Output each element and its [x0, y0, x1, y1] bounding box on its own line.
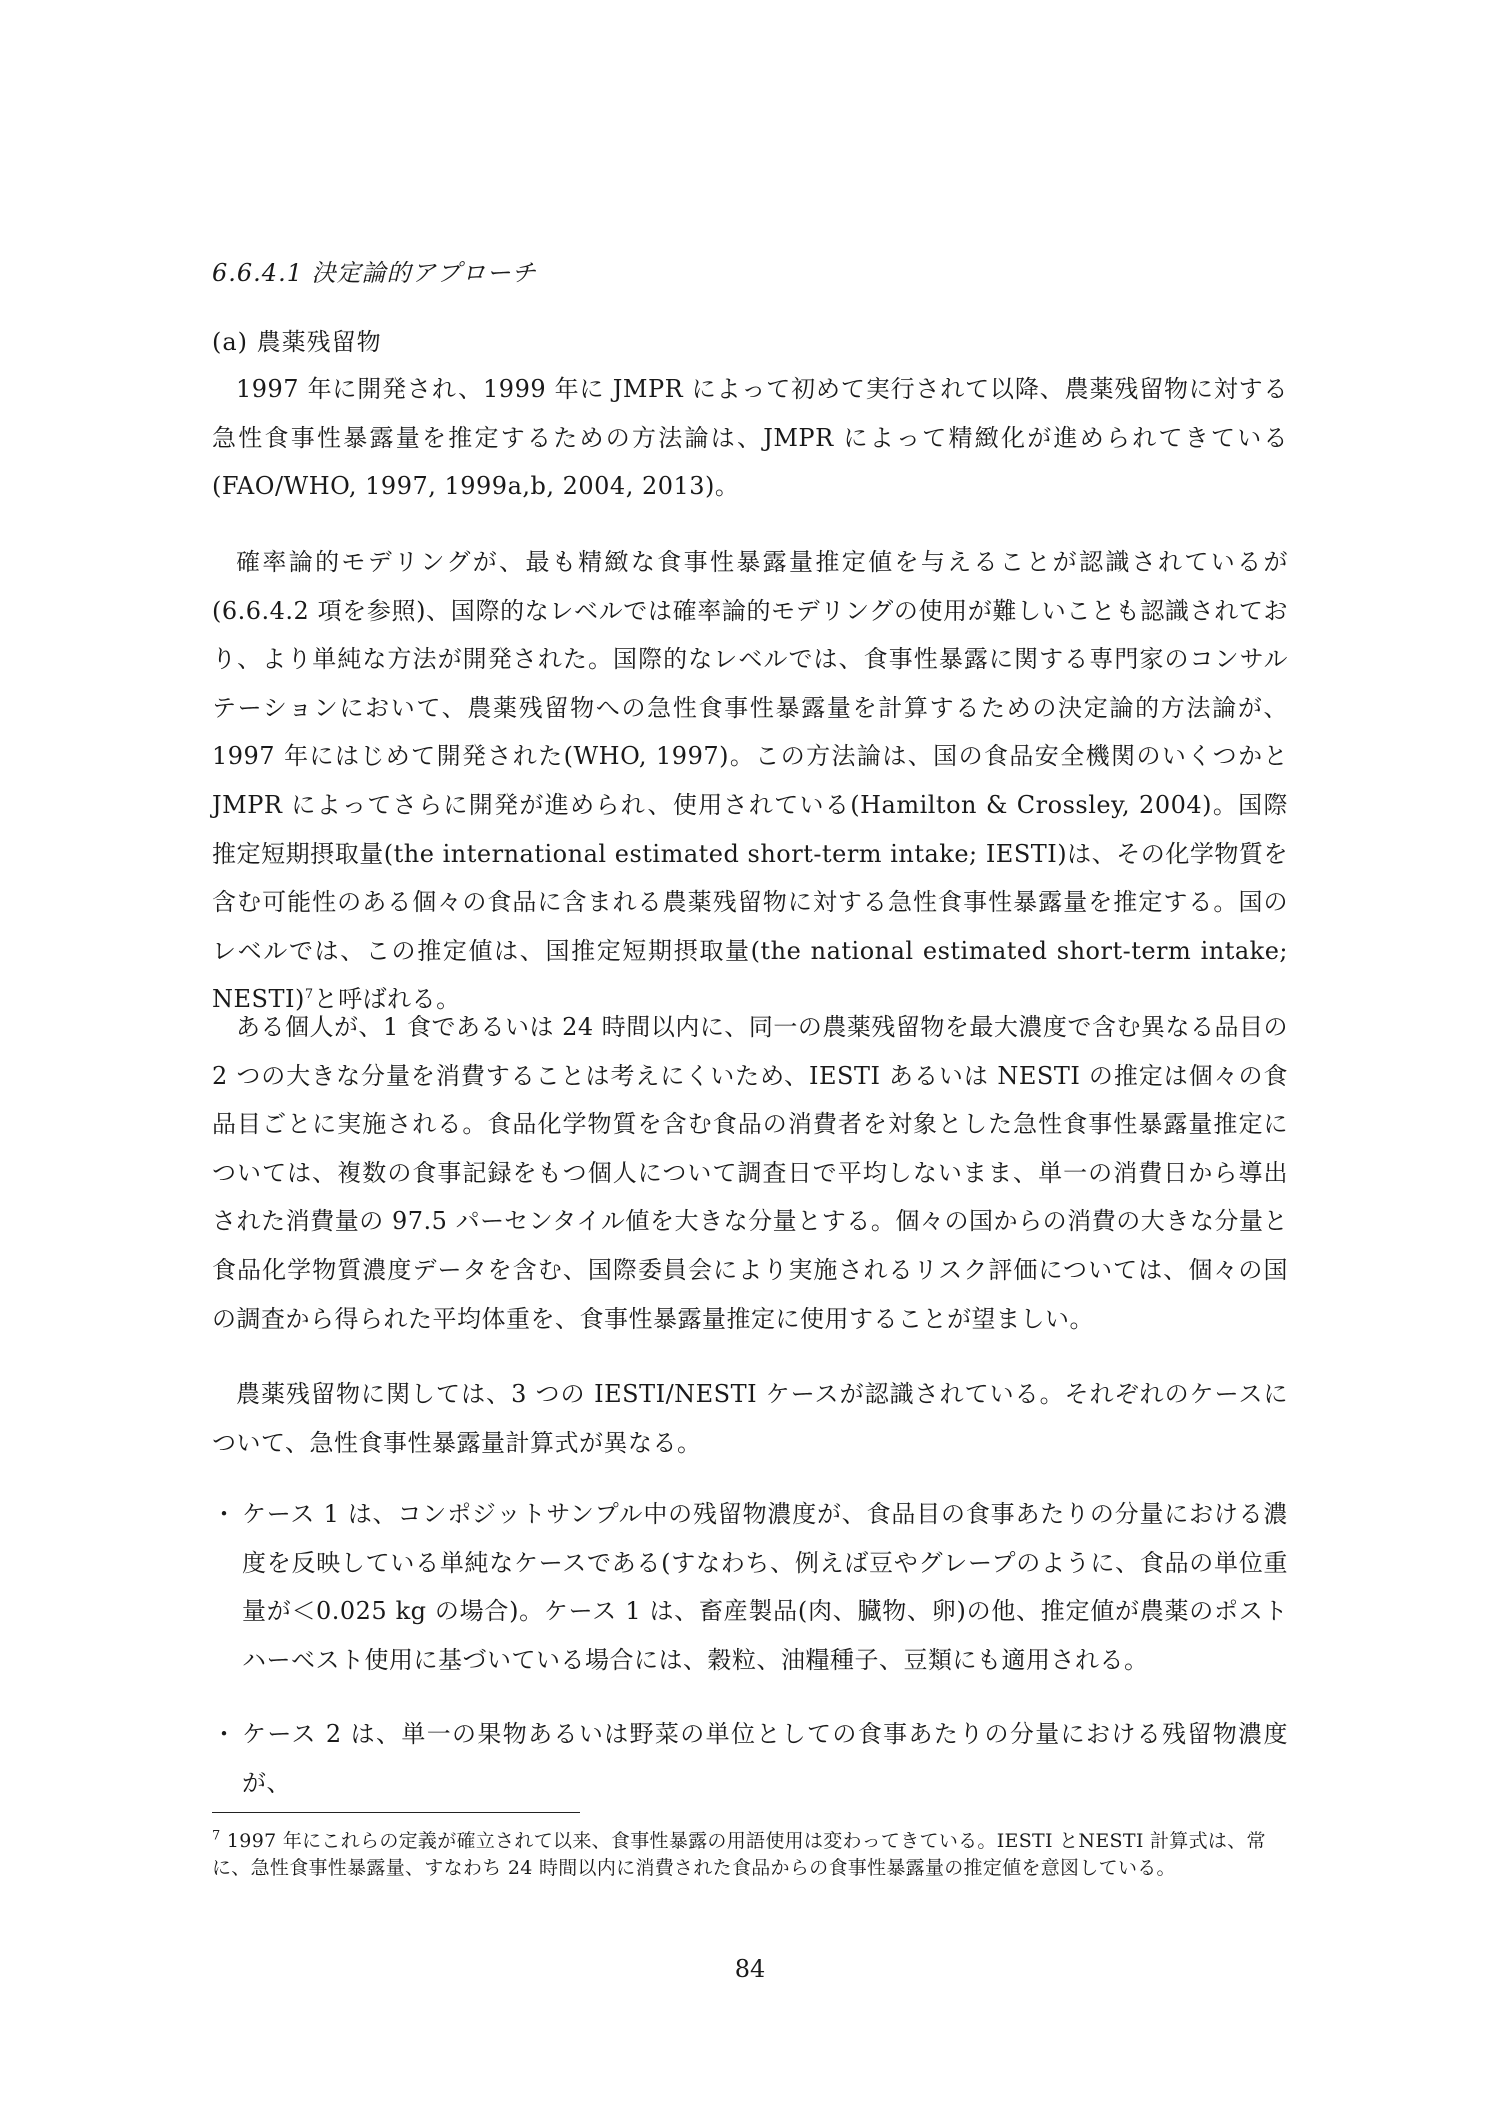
page-number: 84	[734, 1955, 766, 1983]
bullet-item-case-2	[212, 1710, 1288, 1807]
paragraph-2-text: 確率論的モデリングが、最も精緻な食事性暴露量推定値を与えることが認識されているが(6.6.4.2 項を参照)、国際的なレベルでは確率論的モデリングの使用が難しいことも認識されており、より単純な方法が開発された。国際的なレベルでは、食事性暴露に関する専門家のコンサルテーションにおいて、農薬残留物への急性食事性暴露量を計算するための決定論的方法論が、1997 年にはじめて開発された(WHO, 1997)。この方法論は、国の食品安全機関のいくつかとJMPR によってさらに開発が進められ、使用されている(Hamilton & Crossley, 2004)。国際推定短期摂取量(the international estimated short-term intake; IESTI)は、その化学物質を含む可能性のある個々の食品に含まれる農薬残留物に対する急性食事性暴露量を推定する。国のレベルでは、この推定値は、国推定短期摂取量(the national estimated short-term intake; NESTI)	[212, 548, 1288, 1014]
paragraph-4: 農薬残留物に関しては、3 つの IESTI/NESTI ケースが認識されている。それぞれのケースについて、急性食事性暴露量計算式が異なる。	[212, 1380, 1288, 1457]
bullet-item-case-1	[212, 1490, 1288, 1684]
paragraph-2	[212, 538, 1288, 1024]
subsection-heading: (a) 農薬残留物	[212, 328, 382, 356]
bullet-text: ケース 2 は、単一の果物あるいは野菜の単位としての食事あたりの分量における残留物濃度が、	[242, 1720, 1288, 1797]
paragraph-1: 1997 年に開発され、1999 年に JMPR によって初めて実行されて以降、農薬残留物に対する急性食事性暴露量を推定するための方法論は、JMPR によって精緻化が進められてきている(FAO/WHO, 1997, 1999a,b, 2004, 2013)。	[212, 375, 1288, 501]
bullet-marker: ・	[212, 1720, 237, 1748]
paragraph-2-end: と呼ばれる。	[313, 985, 461, 1014]
footnote-text: 1997 年にこれらの定義が確立されて以来、食事性暴露の用語使用は変わってきている。IESTI とNESTI 計算式は、常に、急性食事性暴露量、すなわち 24 時間以内に消費された食品からの食事性暴露量の推定値を意図している。	[212, 1830, 1266, 1879]
bullet-text: ケース 1 は、コンポジットサンプル中の残留物濃度が、食品目の食事あたりの分量における濃度を反映している単純なケースである(すなわち、例えば豆やグレープのように、食品の単位重量が＜0.025 kg の場合)。ケース 1 は、畜産製品(肉、臓物、卵)の他、推定値が農薬のポストハーベスト使用に基づいている場合には、穀粒、油糧種子、豆類にも適用される。	[242, 1500, 1288, 1674]
section-heading: 6.6.4.1 決定論的アプローチ	[212, 259, 537, 287]
bullet-marker: ・	[212, 1500, 237, 1528]
footnote-mark: 7	[212, 1828, 221, 1844]
footnote-divider	[212, 1812, 580, 1813]
paragraph-3: ある個人が、1 食であるいは 24 時間以内に、同一の農薬残留物を最大濃度で含む異なる品目の 2 つの大きな分量を消費することは考えにくいため、IESTI あるいは NESTI の推定は個々の食品目ごとに実施される。食品化学物質を含む食品の消費者を対象とした急性食事性暴露量推定については、複数の食事記録をもつ個人について調査日で平均しないまま、単一の消費日から導出された消費量の 97.5 パーセンタイル値を大きな分量とする。個々の国からの消費の大きな分量と食品化学物質濃度データを含む、国際委員会により実施されるリスク評価については、個々の国の調査から得られた平均体重を、食事性暴露量推定に使用することが望ましい。	[212, 1013, 1288, 1333]
footnote	[212, 1828, 1288, 1882]
footnote-reference[interactable]: 7	[304, 987, 314, 1003]
